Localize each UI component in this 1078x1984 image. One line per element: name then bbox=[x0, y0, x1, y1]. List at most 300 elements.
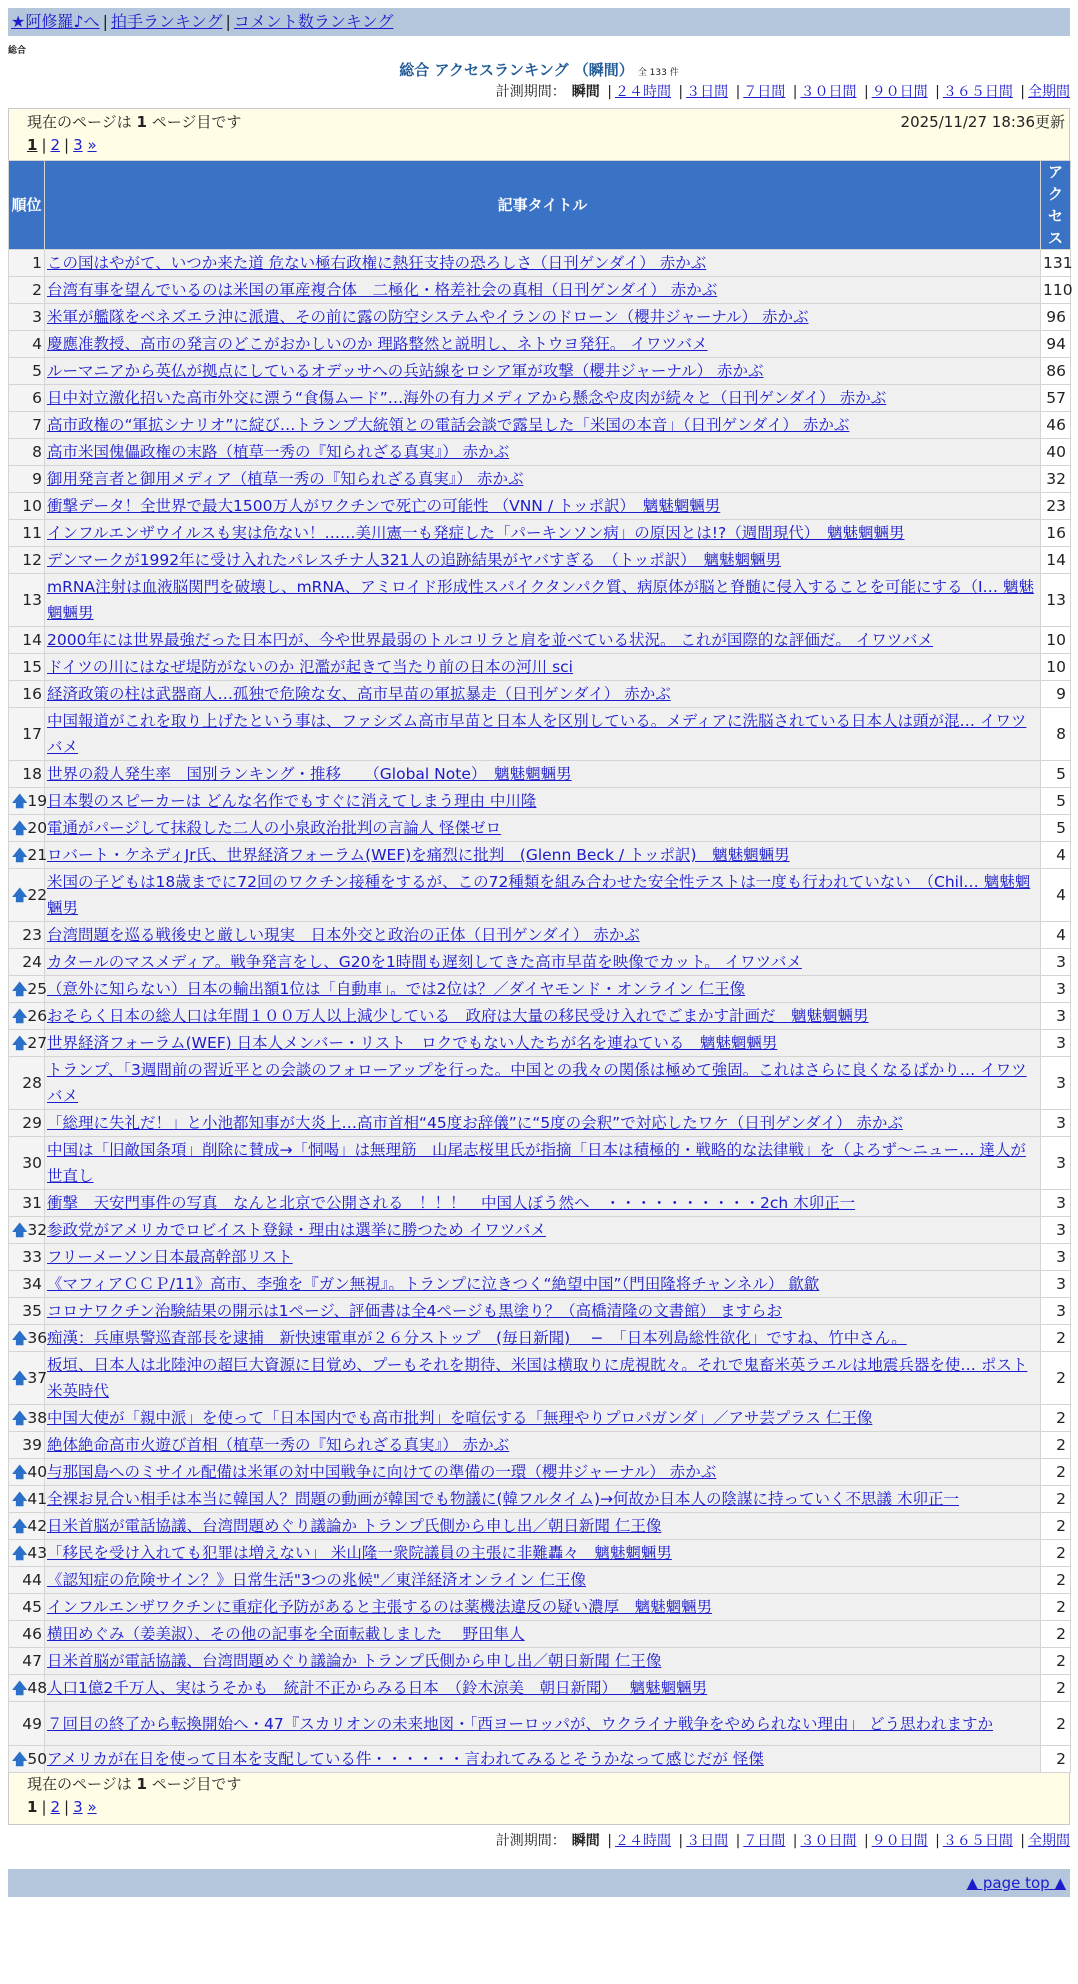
nav-separator: | bbox=[225, 12, 231, 31]
table-row bbox=[9, 761, 1071, 788]
title-cell bbox=[45, 1298, 1041, 1325]
table-row bbox=[9, 493, 1071, 520]
article-title-link[interactable]: 全裸お見合い相手は本当に韓国人？問題の動画が韓国でも物議に(韓フルタイム)→何故か日本人の陰謀に持っていく不思議 木卯正一 bbox=[47, 1490, 959, 1508]
article-title-link[interactable]: 高市政権の“軍拡シナリオ”に綻び…トランプ大統領との電話会談で露呈した「米国の本音」（日刊ゲンダイ） 赤かぶ bbox=[47, 416, 850, 434]
rank-number: 24 bbox=[22, 953, 42, 971]
article-title-link[interactable]: 米軍が艦隊をベネズエラ沖に派遣、その前に露の防空システムやイランのドローン（櫻井ジャーナル） 赤かぶ bbox=[47, 308, 809, 326]
rank-cell bbox=[9, 1675, 48, 1702]
access-count: 2 bbox=[1041, 1352, 1071, 1405]
title-cell bbox=[45, 1675, 1041, 1702]
article-title-link[interactable]: カタールのマスメディア。戦争発言をし、G20を1時間も遅刻してきた高市早苗を映像でカット。 イワツバメ bbox=[47, 953, 802, 971]
rank-cell bbox=[9, 842, 48, 869]
article-title-link[interactable]: デンマークが1992年に受け入れたパレスチナ人321人の追跡結果がヤバすぎる （トッポ訳） 魑魅魍魎男 bbox=[47, 551, 781, 569]
article-title-link[interactable]: 2000年には世界最強だった日本円が、今や世界最弱のトルコリラと肩を並べている状況。 これが国際的な評価だ。 イワツバメ bbox=[47, 631, 933, 649]
table-row bbox=[9, 1567, 1071, 1594]
rank-cell bbox=[9, 1298, 45, 1325]
access-count: 16 bbox=[1041, 520, 1071, 547]
article-title-link[interactable]: コロナワクチン治験結果の開示は1ページ、評価書は全4ページも黒塗り？（高橋清隆の文書館） ますらお bbox=[47, 1302, 783, 1320]
title-cell bbox=[45, 1325, 1041, 1352]
next-page-link[interactable]: » bbox=[87, 1798, 97, 1816]
period-link[interactable]: ３日間 bbox=[686, 1833, 729, 1849]
title-cell bbox=[45, 1137, 1041, 1190]
rank-number: 18 bbox=[22, 765, 42, 783]
page-link[interactable]: 3 bbox=[73, 136, 83, 154]
access-count: 3 bbox=[1041, 976, 1071, 1003]
period-selector-bottom: 計測期間： 瞬間 | ２４時間 | ３日間 | ７日間 | ３０日間 | ９０日間 | ３６５日間 | 全期間 bbox=[495, 1833, 1070, 1849]
article-title-link[interactable]: インフルエンザワクチンに重症化予防があると主張するのは薬機法違反の疑い濃厚 魑魅魍魎男 bbox=[47, 1598, 713, 1616]
rank-cell bbox=[9, 1217, 48, 1244]
rank-cell bbox=[9, 358, 45, 385]
page-info-number: 1 bbox=[136, 113, 147, 131]
article-title-link[interactable]: 御用発言者と御用メディア（植草一秀の『知られざる真実』） 赤かぶ bbox=[47, 470, 524, 488]
rank-cell bbox=[9, 1137, 45, 1190]
rank-cell bbox=[9, 1110, 45, 1137]
rank-up-arrow-icon: 🡅 bbox=[12, 846, 28, 864]
rank-number: 41 bbox=[27, 1490, 48, 1508]
rank-number: 34 bbox=[22, 1275, 42, 1293]
period-link[interactable]: ３０日間 bbox=[800, 1833, 857, 1849]
ranking-header bbox=[0, 60, 1078, 80]
title-cell bbox=[45, 385, 1041, 412]
access-count: 2 bbox=[1041, 1325, 1071, 1352]
access-count: 3 bbox=[1041, 1244, 1071, 1271]
rank-number: 21 bbox=[27, 846, 48, 864]
title-cell bbox=[45, 788, 1041, 815]
article-title-link[interactable]: （意外に知らない）日本の輸出額1位は「自動車」。では2位は？／ダイヤモンド・オンライン 仁王像 bbox=[47, 980, 746, 998]
rank-cell bbox=[9, 1594, 45, 1621]
table-row bbox=[9, 1513, 1071, 1540]
article-title-link[interactable]: 台湾問題を巡る戦後史と厳しい現実 日本外交と政治の正体（日刊ゲンダイ） 赤かぶ bbox=[47, 926, 640, 944]
access-count: 10 bbox=[1041, 654, 1071, 681]
period-link[interactable]: 全期間 bbox=[1028, 1833, 1070, 1849]
title-cell bbox=[45, 574, 1041, 627]
rank-number: 25 bbox=[27, 980, 48, 998]
article-title-link[interactable]: 痴漢：兵庫県警巡査部長を逮捕 新快速電車が２６分ストップ (毎日新聞) − 「日本列島総性欲化」ですね、竹中さん。 bbox=[47, 1329, 907, 1347]
access-count: 2 bbox=[1041, 1648, 1071, 1675]
article-title-link[interactable]: ドイツの川にはなぜ堤防がないのか 氾濫が起きて当たり前の日本の河川 sci bbox=[47, 658, 573, 676]
period-link[interactable]: ９０日間 bbox=[871, 84, 928, 100]
rank-number: 3 bbox=[32, 308, 42, 326]
period-link[interactable]: ３０日間 bbox=[800, 84, 857, 100]
title-cell bbox=[45, 1190, 1041, 1217]
rank-number: 32 bbox=[27, 1221, 48, 1239]
article-title-link[interactable]: 衝撃データ！全世界で最大1500万人がワクチンで死亡の可能性 （VNN / トッポ訳） 魑魅魍魎男 bbox=[47, 497, 721, 515]
title-cell bbox=[45, 1540, 1041, 1567]
table-header-row bbox=[9, 161, 1071, 250]
article-title-link[interactable]: 高市米国傀儡政権の末路（植草一秀の『知られざる真実』） 赤かぶ bbox=[47, 443, 510, 461]
article-title-link[interactable]: 絶体絶命高市火遊び首相（植草一秀の『知られざる真実』） 赤かぶ bbox=[47, 1436, 510, 1454]
rank-number: 29 bbox=[22, 1114, 42, 1132]
access-count: 5 bbox=[1041, 761, 1071, 788]
table-row bbox=[9, 1432, 1071, 1459]
table-row bbox=[9, 627, 1071, 654]
access-count: 3 bbox=[1041, 1003, 1071, 1030]
access-count: 2 bbox=[1041, 1513, 1071, 1540]
rank-number: 4 bbox=[32, 335, 42, 353]
title-cell bbox=[45, 1648, 1041, 1675]
table-row bbox=[9, 547, 1071, 574]
rank-number: 5 bbox=[32, 362, 42, 380]
title-cell bbox=[45, 842, 1041, 869]
article-title-link[interactable]: 《マフィアＣＣＰ/11》高市、李強を『ガン無視』。トランプに泣きつく“絶望中国”（門田隆将チャンネル） 歙歙 bbox=[47, 1275, 820, 1293]
title-cell bbox=[45, 1513, 1041, 1540]
rank-cell bbox=[9, 466, 45, 493]
article-title-link[interactable]: 世界の殺人発生率 国別ランキング・推移 （Global Note） 魑魅魍魎男 bbox=[47, 765, 572, 783]
access-count: 2 bbox=[1041, 1486, 1071, 1513]
table-row bbox=[9, 1594, 1071, 1621]
period-link[interactable]: ９０日間 bbox=[871, 1833, 928, 1849]
table-row bbox=[9, 1352, 1071, 1405]
title-cell bbox=[45, 949, 1041, 976]
table-row bbox=[9, 412, 1071, 439]
rank-number: 12 bbox=[22, 551, 42, 569]
rank-up-arrow-icon: 🡅 bbox=[12, 819, 28, 837]
rank-cell bbox=[9, 1540, 48, 1567]
access-count: 94 bbox=[1041, 331, 1071, 358]
access-count: 4 bbox=[1041, 869, 1071, 922]
article-title-link[interactable]: 《認知症の危険サイン？》日常生活"3つの兆候"／東洋経済オンライン 仁王像 bbox=[47, 1571, 586, 1589]
period-link[interactable]: ７日間 bbox=[743, 1833, 786, 1849]
rank-cell bbox=[9, 277, 45, 304]
access-count: 3 bbox=[1041, 1137, 1071, 1190]
period-link[interactable]: ３日間 bbox=[686, 84, 729, 100]
rank-cell bbox=[9, 520, 45, 547]
table-row bbox=[9, 1486, 1071, 1513]
rank-cell bbox=[9, 1405, 48, 1432]
article-title-link[interactable]: 米国の子どもは18歳までに72回のワクチン接種をするが、この72種類を組み合わせた安全性テストは一度も行われていない （Chil… 魑魅魍魎男 bbox=[47, 873, 1031, 917]
article-title-link[interactable]: 板垣、日本人は北陸沖の超巨大資源に目覚め、プーもそれを期待、米国は横取りに虎視眈々。それで鬼畜米英ラエルは地震兵器を使… ポスト米英時代 bbox=[47, 1356, 1028, 1400]
table-row bbox=[9, 1110, 1071, 1137]
pager-bottom bbox=[8, 1773, 1070, 1825]
table-row bbox=[9, 277, 1071, 304]
rank-cell bbox=[9, 815, 48, 842]
title-cell bbox=[45, 493, 1041, 520]
table-row bbox=[9, 1405, 1071, 1432]
access-count: 96 bbox=[1041, 304, 1071, 331]
page-link[interactable]: 2 bbox=[50, 136, 61, 154]
rank-number: 8 bbox=[32, 443, 42, 461]
access-count: 131 bbox=[1041, 250, 1071, 277]
article-title-link[interactable]: 衝撃 天安門事件の写真 なんと北京で公開される ！！！ 中国人ぼう然へ ・・・・・・・・・・2ch 木卯正一 bbox=[47, 1194, 856, 1212]
rank-cell bbox=[9, 1621, 45, 1648]
table-row bbox=[9, 1137, 1071, 1190]
rank-up-arrow-icon: 🡅 bbox=[12, 1409, 28, 1427]
rank-number: 40 bbox=[27, 1463, 48, 1481]
rank-cell bbox=[9, 922, 45, 949]
access-count: 46 bbox=[1041, 412, 1071, 439]
period-link[interactable]: ７日間 bbox=[743, 84, 786, 100]
table-row bbox=[9, 1675, 1071, 1702]
title-cell bbox=[45, 1110, 1041, 1137]
title-cell bbox=[45, 1459, 1041, 1486]
access-count: 2 bbox=[1041, 1621, 1071, 1648]
article-title-link[interactable]: 中国報道がこれを取り上げたという事は、ファシズム高市早苗と日本人を区別している。メディアに洗脳されている日本人は頭が混… イワツバメ bbox=[47, 712, 1027, 756]
rank-cell bbox=[9, 761, 45, 788]
top-nav-bar bbox=[8, 8, 1070, 36]
table-row bbox=[9, 1030, 1071, 1057]
rank-up-arrow-icon: 🡅 bbox=[12, 1034, 28, 1052]
article-title-link[interactable]: 世界経済フォーラム(WEF) 日本人メンバー・リスト ロクでもない人たちが名を連ねている 魑魅魍魎男 bbox=[47, 1034, 778, 1052]
comment-ranking-link[interactable]: コメント数ランキング bbox=[233, 12, 394, 31]
table-row bbox=[9, 869, 1071, 922]
rank-cell bbox=[9, 1648, 45, 1675]
rank-number: 20 bbox=[27, 819, 48, 837]
access-count: 2 bbox=[1041, 1746, 1071, 1773]
rank-number: 43 bbox=[27, 1544, 48, 1562]
rank-cell bbox=[9, 304, 45, 331]
table-row bbox=[9, 466, 1071, 493]
rank-cell bbox=[9, 949, 45, 976]
access-count: 3 bbox=[1041, 1271, 1071, 1298]
rank-number: 31 bbox=[22, 1194, 42, 1212]
title-cell bbox=[45, 304, 1041, 331]
article-title-link[interactable]: 日中対立激化招いた高市外交に漂う“食傷ムード”…海外の有力メディアから懸念や皮肉が続々と（日刊ゲンダイ） 赤かぶ bbox=[47, 389, 887, 407]
page-info: 現在のページは 1 ページ目です bbox=[27, 113, 242, 131]
table-row bbox=[9, 1190, 1071, 1217]
clap-ranking-link[interactable]: 拍手ランキング bbox=[110, 12, 223, 31]
rank-cell bbox=[9, 654, 45, 681]
rank-number: 50 bbox=[27, 1750, 48, 1768]
access-count: 5 bbox=[1041, 788, 1071, 815]
rank-number: 36 bbox=[27, 1329, 48, 1347]
table-row bbox=[9, 922, 1071, 949]
article-title-link[interactable]: この国はやがて、いつか来た道 危ない極右政権に熱狂支持の恐ろしさ（日刊ゲンダイ） 赤かぶ bbox=[47, 254, 707, 272]
title-cell bbox=[45, 1405, 1041, 1432]
col-access-header: アクセス bbox=[1041, 161, 1071, 250]
article-title-link[interactable]: 日米首脳が電話協議、台湾問題めぐり議論か トランプ氏側から申し出／朝日新聞 仁王像 bbox=[47, 1652, 662, 1670]
article-title-link[interactable]: 中国大使が「親中派」を使って「日本国内でも高市批判」を喧伝する「無理やりプロパガンダ」／アサ芸プラス 仁王像 bbox=[47, 1409, 873, 1427]
article-title-link[interactable]: おそらく日本の総人口は年間１００万人以上減少している 政府は大量の移民受け入れでごまかす計画だ 魑魅魍魎男 bbox=[47, 1007, 869, 1025]
article-title-link[interactable]: 慶應准教授、高市の発言のどこがおかしいのか 理路整然と説明し、ネトウヨ発狂。 イワツバメ bbox=[47, 335, 708, 353]
access-count: 2 bbox=[1041, 1405, 1071, 1432]
rank-cell bbox=[9, 1567, 45, 1594]
article-title-link[interactable]: 電通がパージして抹殺した二人の小泉政治批判の言論人 怪傑ゼロ bbox=[47, 819, 502, 837]
category-label: 総合 bbox=[8, 46, 27, 56]
title-cell bbox=[45, 1352, 1041, 1405]
period-label: 計測期間： bbox=[495, 1833, 566, 1849]
access-count: 2 bbox=[1041, 1567, 1071, 1594]
period-selector: 計測期間： 瞬間 | ２４時間 | ３日間 | ７日間 | ３０日間 | ９０日間 | ３６５日間 | 全期間 bbox=[495, 84, 1070, 100]
article-title-link[interactable]: ルーマニアから英仏が拠点にしているオデッサへの兵站線をロシア軍が攻撃（櫻井ジャーナル） 赤かぶ bbox=[47, 362, 764, 380]
title-cell bbox=[45, 627, 1041, 654]
access-count: 14 bbox=[1041, 547, 1071, 574]
col-rank-header: 順位 bbox=[9, 161, 45, 250]
table-row bbox=[9, 250, 1071, 277]
current-page: 1 bbox=[27, 136, 38, 154]
rank-number: 22 bbox=[27, 886, 48, 904]
access-count: 2 bbox=[1041, 1432, 1071, 1459]
article-title-link[interactable]: 日本製のスピーカーは どんな名作でもすぐに消えてしまう理由 中川隆 bbox=[47, 792, 537, 810]
access-count: 10 bbox=[1041, 627, 1071, 654]
title-cell bbox=[45, 654, 1041, 681]
next-page-link[interactable]: » bbox=[87, 136, 97, 154]
rank-cell bbox=[9, 1459, 48, 1486]
rank-cell bbox=[9, 1352, 48, 1405]
pagination: 1 | 2 | 3 » bbox=[27, 1798, 97, 1816]
article-title-link[interactable]: 日米首脳が電話協議、台湾問題めぐり議論か トランプ氏側から申し出／朝日新聞 仁王像 bbox=[47, 1517, 662, 1535]
period-current: 瞬間 bbox=[571, 1833, 600, 1849]
rank-number: 9 bbox=[32, 470, 42, 488]
table-row bbox=[9, 842, 1071, 869]
rank-up-arrow-icon: 🡅 bbox=[12, 1517, 28, 1535]
access-count: 2 bbox=[1041, 1702, 1071, 1746]
rank-number: 46 bbox=[22, 1625, 42, 1643]
ranking-body bbox=[9, 250, 1071, 1773]
article-title-link[interactable]: 人口1億2千万人、実はうそかも 統計不正からみる日本 （鈴木涼美 朝日新聞） 魑魅魍魎男 bbox=[47, 1679, 708, 1697]
article-title-link[interactable]: トランプ、「3週間前の習近平との会談のフォローアップを行った。中国との我々の関係は極めて強固。これはさらに良くなるばかり… イワツバメ bbox=[47, 1061, 1027, 1105]
access-count: 5 bbox=[1041, 815, 1071, 842]
rank-cell bbox=[9, 493, 45, 520]
rank-cell bbox=[9, 1486, 48, 1513]
table-row bbox=[9, 1702, 1071, 1746]
rank-number: 10 bbox=[22, 497, 42, 515]
rank-up-arrow-icon: 🡅 bbox=[12, 1750, 28, 1768]
article-title-link[interactable]: 中国は「旧敵国条項」削除に賛成→「恫喝」は無理筋 山尾志桜里氏が指摘「日本は積極的・戦略的な法律戦」を（よろず〜ニュー… 達人が世直し bbox=[47, 1141, 1026, 1185]
access-count: 9 bbox=[1041, 681, 1071, 708]
current-page: 1 bbox=[27, 1798, 38, 1816]
table-row bbox=[9, 949, 1071, 976]
access-count: 57 bbox=[1041, 385, 1071, 412]
table-row bbox=[9, 1003, 1071, 1030]
title-cell bbox=[45, 1594, 1041, 1621]
period-link[interactable]: ３６５日間 bbox=[942, 84, 1013, 100]
article-title-link[interactable]: 台湾有事を望んでいるのは米国の軍産複合体 二極化・格差社会の真相（日刊ゲンダイ） 赤かぶ bbox=[47, 281, 718, 299]
rank-number: 39 bbox=[22, 1436, 42, 1454]
rank-number: 6 bbox=[32, 389, 42, 407]
period-link[interactable]: ２４時間 bbox=[614, 84, 671, 100]
title-cell bbox=[45, 1621, 1041, 1648]
rank-cell bbox=[9, 1432, 45, 1459]
access-count: 4 bbox=[1041, 922, 1071, 949]
article-title-link[interactable]: mRNA注射は血液脳関門を破壊し、mRNA、アミロイド形成性スパイクタンパク質、病原体が脳と脊髄に侵入することを可能にする（I… 魑魅魍魎男 bbox=[47, 578, 1034, 622]
period-link[interactable]: ２４時間 bbox=[614, 1833, 671, 1849]
rank-cell bbox=[9, 439, 45, 466]
rank-up-arrow-icon: 🡅 bbox=[12, 1490, 28, 1508]
rank-cell bbox=[9, 1513, 48, 1540]
table-row bbox=[9, 1621, 1071, 1648]
period-link[interactable]: 全期間 bbox=[1028, 84, 1070, 100]
access-count: 13 bbox=[1041, 574, 1071, 627]
rank-number: 44 bbox=[22, 1571, 42, 1589]
footer-bar bbox=[8, 1869, 1070, 1897]
table-row bbox=[9, 976, 1071, 1003]
table-row bbox=[9, 304, 1071, 331]
access-count: 2 bbox=[1041, 1594, 1071, 1621]
rank-up-arrow-icon: 🡅 bbox=[12, 1221, 28, 1239]
rank-cell bbox=[9, 708, 45, 761]
article-title-link[interactable]: 「移民を受け入れても犯罪は増えない」 米山隆一衆院議員の主張に非難轟々 魑魅魍魎男 bbox=[47, 1544, 672, 1562]
title-cell bbox=[45, 1217, 1041, 1244]
rank-number: 37 bbox=[27, 1369, 48, 1387]
rank-number: 15 bbox=[22, 658, 42, 676]
title-cell bbox=[45, 520, 1041, 547]
page-link[interactable]: 3 bbox=[73, 1798, 83, 1816]
access-count: 23 bbox=[1041, 493, 1071, 520]
article-title-link[interactable]: アメリカが在日を使って日本を支配している件・・・・・・言われてみるとそうかなって感じだが 怪傑 bbox=[47, 1750, 764, 1768]
rank-cell bbox=[9, 1271, 45, 1298]
rank-number: 11 bbox=[22, 524, 42, 542]
rank-up-arrow-icon: 🡅 bbox=[12, 980, 28, 998]
rank-number: 45 bbox=[22, 1598, 42, 1616]
home-link[interactable]: ★阿修羅♪へ bbox=[11, 12, 100, 31]
page-info: 現在のページは 1 ページ目です bbox=[27, 1775, 242, 1793]
access-count: 86 bbox=[1041, 358, 1071, 385]
access-count: 8 bbox=[1041, 708, 1071, 761]
title-cell bbox=[45, 1057, 1041, 1110]
title-cell bbox=[45, 815, 1041, 842]
table-row bbox=[9, 439, 1071, 466]
table-row bbox=[9, 385, 1071, 412]
article-title-link[interactable]: 横田めぐみ（姜美淑）、その他の記事を全面転載しました 野田隼人 bbox=[47, 1625, 525, 1643]
table-row bbox=[9, 331, 1071, 358]
rank-cell bbox=[9, 1325, 48, 1352]
rank-up-arrow-icon: 🡅 bbox=[12, 1679, 28, 1697]
rank-cell bbox=[9, 385, 45, 412]
article-title-link[interactable]: 参政党がアメリカでロビイスト登録・理由は選挙に勝つため イワツバメ bbox=[47, 1221, 546, 1239]
access-count: 2 bbox=[1041, 1675, 1071, 1702]
title-cell bbox=[45, 1030, 1041, 1057]
rank-number: 35 bbox=[22, 1302, 42, 1320]
rank-cell bbox=[9, 1003, 48, 1030]
rank-up-arrow-icon: 🡅 bbox=[12, 1007, 28, 1025]
page-link[interactable]: 2 bbox=[50, 1798, 61, 1816]
rank-cell bbox=[9, 976, 48, 1003]
rank-number: 48 bbox=[27, 1679, 48, 1697]
article-title-link[interactable]: インフルエンザウイルスも実は危ない！……美川憲一も発症した「パーキンソン病」の原因とは!?（週間現代） 魑魅魍魎男 bbox=[47, 524, 905, 542]
table-row bbox=[9, 520, 1071, 547]
article-title-link[interactable]: 与那国島へのミサイル配備は米軍の対中国戦争に向けての準備の一環（櫻井ジャーナル） 赤かぶ bbox=[47, 1463, 717, 1481]
rank-number: 38 bbox=[27, 1409, 48, 1427]
page-top-link[interactable]: ▲ page top ▲ bbox=[966, 1874, 1066, 1892]
article-title-link[interactable]: 「総理に失礼だ！」と小池都知事が大炎上…高市首相“45度お辞儀”に“5度の会釈”で対応したワケ（日刊ゲンダイ） 赤かぶ bbox=[47, 1114, 903, 1132]
rank-cell bbox=[9, 1702, 45, 1746]
rank-cell bbox=[9, 788, 48, 815]
article-title-link[interactable]: ７回目の終了から転換開始へ・47『スカリオンの未来地図・「西ヨーロッパが、ウクライナ戦争をやめられない理由」 どう思われますか bbox=[47, 1714, 993, 1733]
rank-cell bbox=[9, 547, 45, 574]
title-cell bbox=[45, 1567, 1041, 1594]
table-row bbox=[9, 1325, 1071, 1352]
article-title-link[interactable]: ロバート・ケネディJr氏、世界経済フォーラム(WEF)を痛烈に批判 (Glenn Beck / トッポ訳) 魑魅魍魎男 bbox=[47, 846, 790, 864]
rank-cell bbox=[9, 1057, 45, 1110]
access-count: 3 bbox=[1041, 949, 1071, 976]
ranking-table bbox=[8, 160, 1071, 1773]
rank-number: 33 bbox=[22, 1248, 42, 1266]
rank-number: 16 bbox=[22, 685, 42, 703]
access-count: 40 bbox=[1041, 439, 1071, 466]
rank-cell bbox=[9, 627, 45, 654]
access-count: 3 bbox=[1041, 1057, 1071, 1110]
rank-number: 19 bbox=[27, 792, 48, 810]
title-cell bbox=[45, 681, 1041, 708]
access-count: 3 bbox=[1041, 1030, 1071, 1057]
title-cell bbox=[45, 331, 1041, 358]
rank-up-arrow-icon: 🡅 bbox=[12, 1463, 28, 1481]
title-cell bbox=[45, 1746, 1041, 1773]
rank-cell bbox=[9, 1030, 48, 1057]
article-title-link[interactable]: 経済政策の柱は武器商人…孤独で危険な女、高市早苗の軍拡暴走（日刊ゲンダイ） 赤かぶ bbox=[47, 685, 671, 703]
rank-up-arrow-icon: 🡅 bbox=[12, 792, 28, 810]
rank-up-arrow-icon: 🡅 bbox=[12, 1544, 28, 1562]
rank-number: 28 bbox=[22, 1074, 42, 1092]
table-row bbox=[9, 1298, 1071, 1325]
table-row bbox=[9, 815, 1071, 842]
period-link[interactable]: ３６５日間 bbox=[942, 1833, 1013, 1849]
rank-cell bbox=[9, 1746, 48, 1773]
page-info-number: 1 bbox=[136, 1775, 147, 1793]
title-cell bbox=[45, 277, 1041, 304]
article-title-link[interactable]: フリーメーソン日本最高幹部リスト bbox=[47, 1248, 293, 1266]
rank-number: 30 bbox=[22, 1154, 42, 1172]
